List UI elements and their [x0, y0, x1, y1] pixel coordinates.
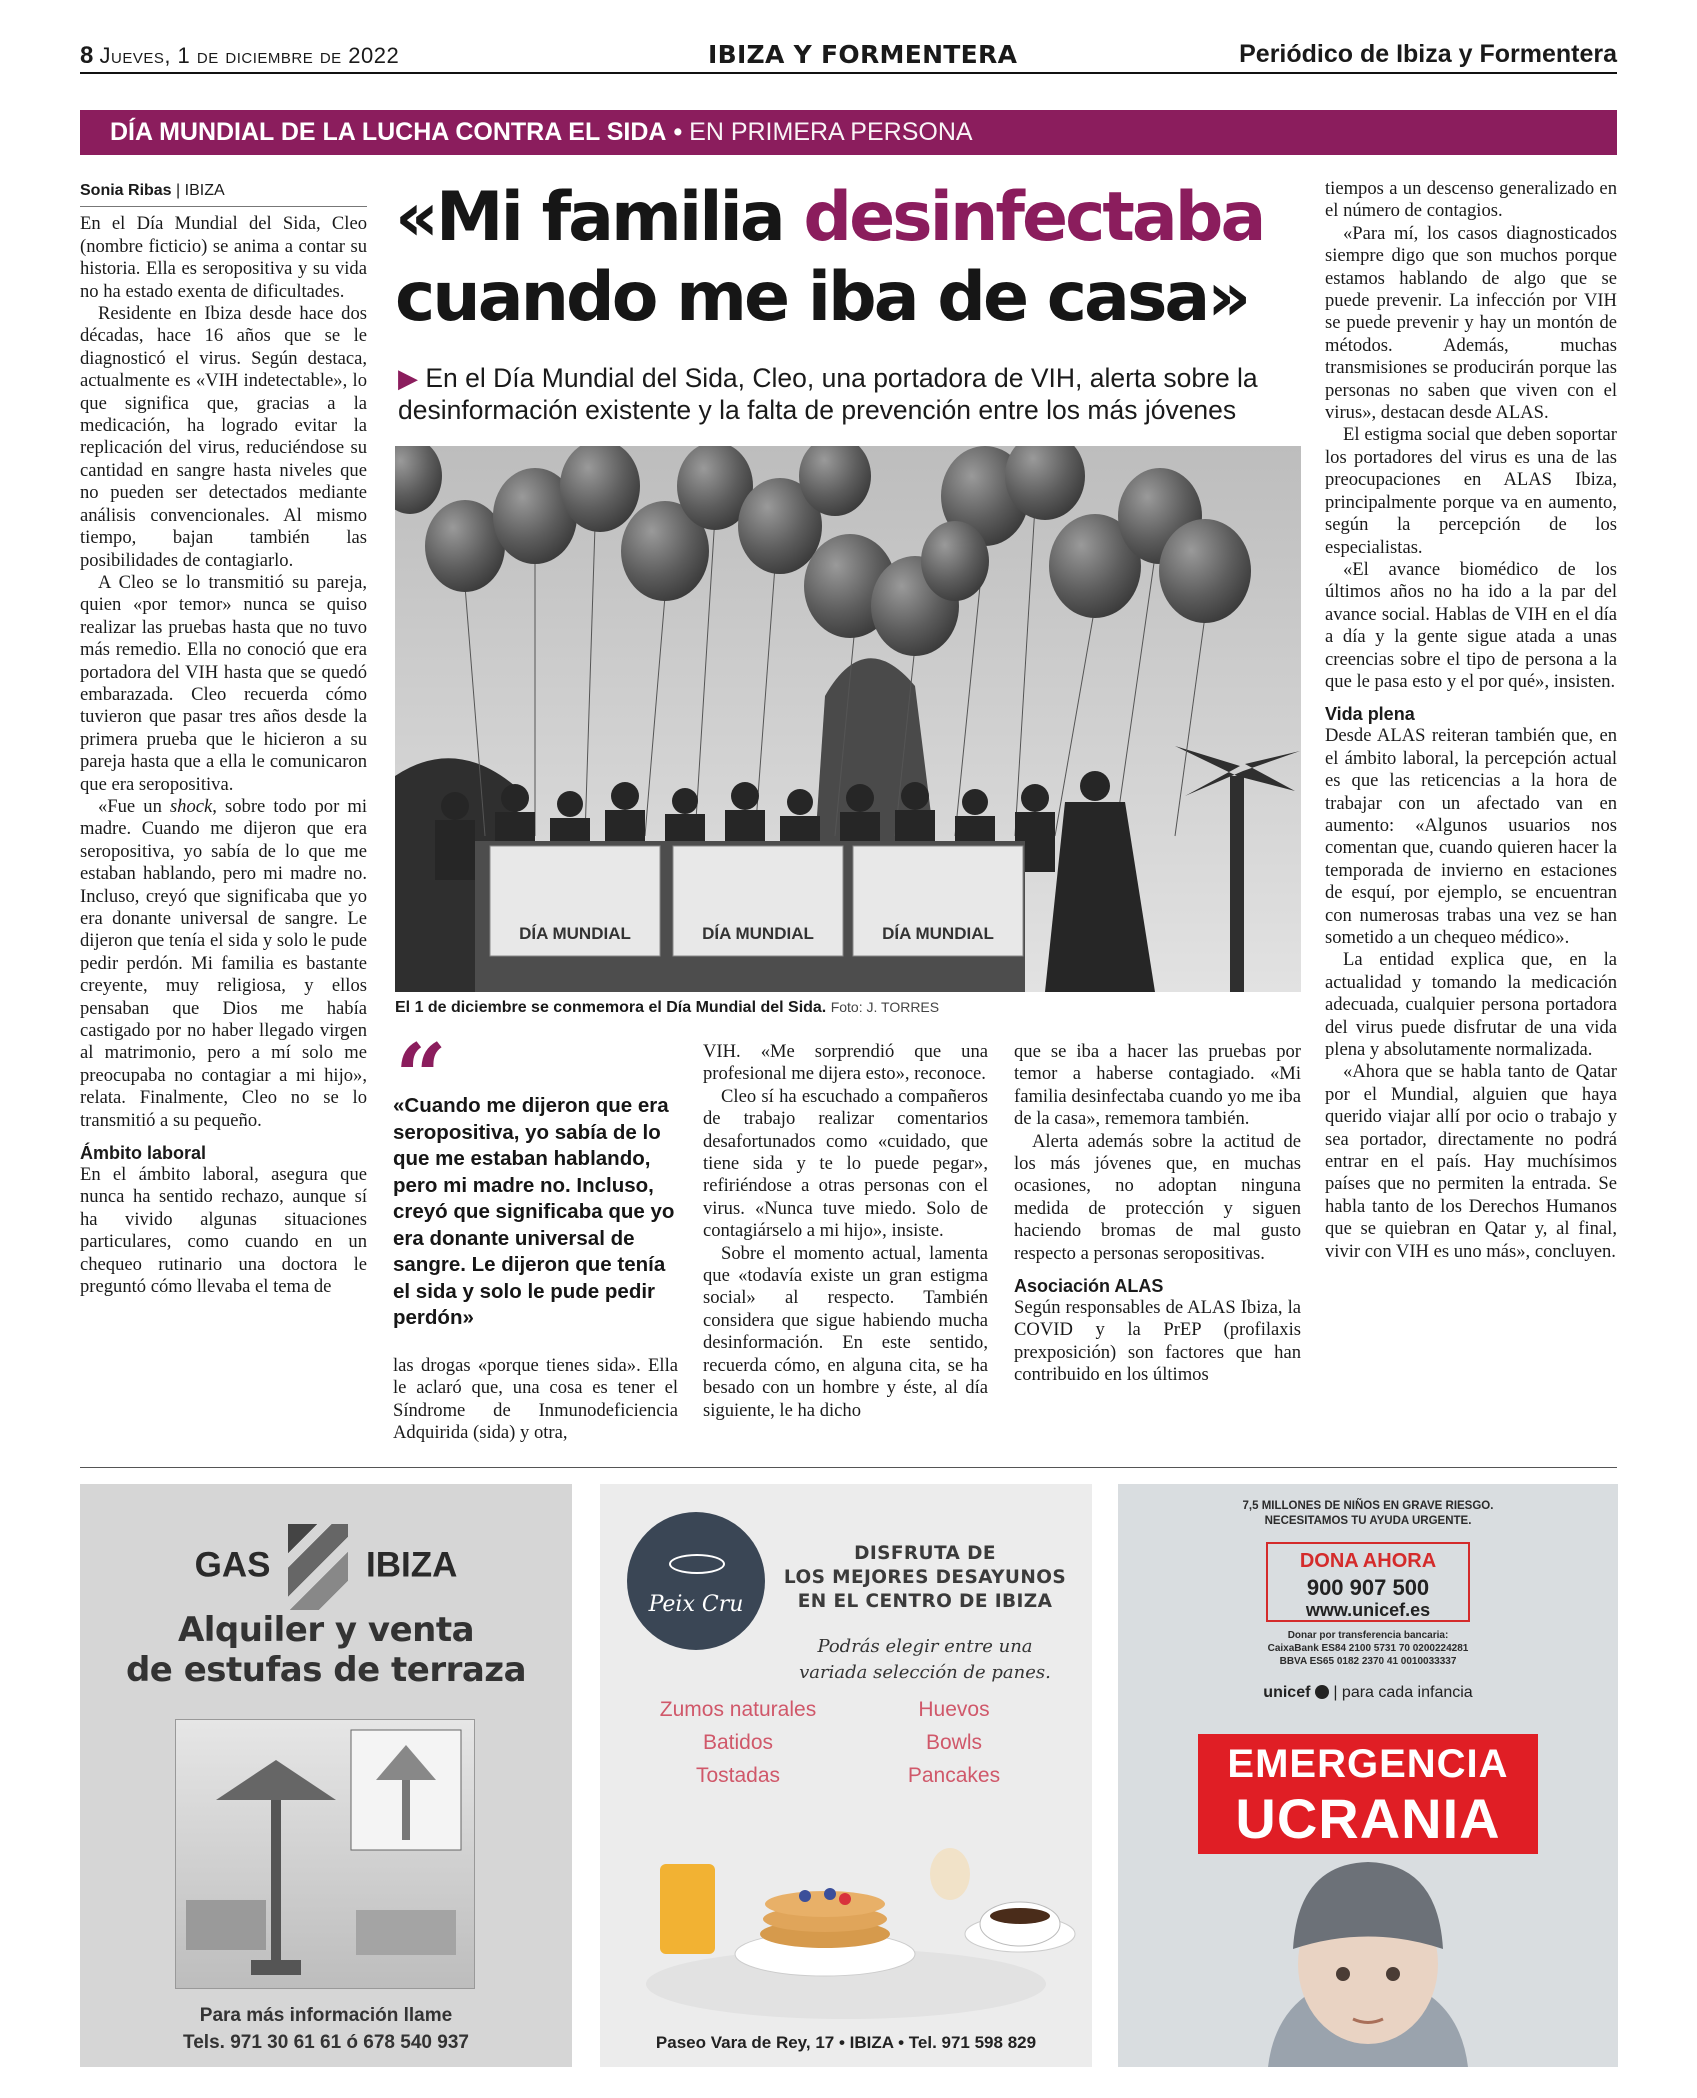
brand-name: Peix Cru	[648, 1592, 744, 1617]
topic-banner	[80, 110, 1617, 155]
deck-text: En el Día Mundial del Sida, Cleo, una portadora de VIH, alerta sobre la desinformación existente y la falta de prevención entre los más jóvenes	[398, 363, 1258, 425]
banner-main: DÍA MUNDIAL DE LA LUCHA CONTRA EL SIDA	[110, 118, 667, 146]
emergency-line-2: UCRANIA	[1235, 1787, 1501, 1850]
subhead-vida-plena: Vida plena	[1325, 704, 1415, 725]
page-date-line	[80, 42, 399, 70]
donate-web[interactable]: www.unicef.es	[1305, 1600, 1431, 1620]
donate-label: DONA AHORA	[1299, 1550, 1437, 1572]
gas-ibiza-logo	[80, 1524, 572, 1610]
unicef-logo	[1118, 1684, 1618, 1702]
emergency-banner	[1198, 1734, 1538, 1854]
donate-phone[interactable]: 900 907 500	[1306, 1575, 1430, 1600]
gas-ad-title	[80, 1610, 572, 1690]
gas-ad-info: Para más información llame	[199, 2005, 453, 2026]
deck	[398, 362, 1303, 426]
menu-item: Bowls	[925, 1731, 983, 1754]
donate-box[interactable]	[1266, 1542, 1470, 1622]
unicef-tagline: | para cada infancia	[1333, 1684, 1473, 1701]
text-run: «Fue un	[98, 795, 170, 817]
byline-rule	[80, 206, 367, 207]
article-photo	[395, 446, 1301, 992]
caption-text: El 1 de diciembre se conmemora el Día Mundial del Sida.	[395, 999, 827, 1016]
menu-item: Zumos naturales	[659, 1698, 817, 1721]
paragraph: Alerta además sobre la actitud de los más jóvenes que, en muchas ocasiones, no adoptan ninguna medida de protección y siguen haciendo bromas de mal gusto respecto a personas seropositivas.	[1014, 1130, 1301, 1264]
menu-item: Huevos	[918, 1698, 990, 1721]
paragraph: En el Día Mundial del Sida, Cleo (nombre ficticio) se anima a contar su historia. Ella es seropositiva y su vida no ha estado exenta de dificultades.	[80, 213, 367, 302]
article-column-2	[393, 1355, 678, 1445]
peix-menu-list	[630, 1694, 1062, 1794]
quote-icon: “	[395, 1024, 447, 1130]
paragraph: tiempos a un descenso generalizado en el número de contagios.	[1325, 178, 1617, 222]
section-title: IBIZA Y FORMENTERA	[708, 40, 1018, 69]
unicef-intro	[1118, 1499, 1618, 1529]
paragraph: Según responsables de ALAS Ibiza, la COVID y la PrEP (profilaxis prexposición) son factores que han contribuido en los últimos	[1014, 1297, 1301, 1386]
logo-right: IBIZA	[365, 1545, 458, 1585]
fish-icon	[669, 1554, 725, 1574]
bank-line: CaixaBank ES84 2100 5731 70 0200224281	[1267, 1643, 1469, 1654]
triangle-icon: ▶	[398, 363, 418, 393]
article-column-1	[80, 180, 367, 1299]
italic-word: shock	[169, 795, 213, 817]
headline-highlight: desinfectaba	[803, 178, 1264, 257]
paragraph	[80, 796, 367, 1132]
photo-credit: Foto: J. TORRES	[830, 999, 940, 1015]
paragraph: «El avance biomédico de los últimos años no ha ido a la par del avance social. Hablas de VIH en el día a día y la gente sigue atada a unas creencias sobre el tipo de persona a la que le pasa esto y el por qué», insisten.	[1325, 558, 1617, 692]
banner-bullet: •	[673, 118, 683, 146]
paragraph: «Ahora que se habla tanto de Qatar por el Mundial, alguien que haya querido viajar allí por ocio o trabajo y sea portador, directamente no podrá entrar en el país. Hay muchísimos países que no permiten la entrada. Se habla tanto de los Derechos Humanos que se quiebran en Qatar y, al final, vivir con VIH es uno más», concluyen.	[1325, 1061, 1617, 1262]
headline-line: LOS MEJORES DESAYUNOS	[783, 1567, 1067, 1588]
ad-unicef[interactable]	[1118, 1484, 1618, 2067]
paragraph: Sobre el momento actual, lamenta que «todavía existe un gran estigma social» al respecto. También considera que sigue habiendo mucha desinformación. En este sentido, recuerda cómo, en alguna cita, se ha besado con un hombre y éste, al día siguiente, le ha dicho	[703, 1242, 988, 1421]
paragraph: las drogas «porque tienes sida». Ella le aclaró que, una cosa es tener el Síndrome de Inmunodeficiencia Adquirida (sida) y otra,	[393, 1355, 678, 1444]
globe-icon	[1315, 1685, 1329, 1699]
headline-line: EN EL CENTRO DE IBIZA	[797, 1591, 1053, 1612]
gas-ad-phones[interactable]: Tels. 971 30 61 61 ó 678 540 937	[183, 2032, 469, 2053]
photo-banner-label: DÍA MUNDIAL	[702, 924, 814, 943]
article-column-3	[703, 1041, 988, 1422]
emergency-line-1: EMERGENCIA	[1227, 1742, 1509, 1786]
intro-line: 7,5 MILLONES DE NIÑOS EN GRAVE RIESGO.	[1242, 1500, 1494, 1512]
paragraph: VIH. «Me sorprendió que una profesional me dijera esto», reconoce.	[703, 1041, 988, 1085]
photo-caption	[395, 999, 939, 1017]
issue-date: Jueves, 1 de diciembre de 2022	[99, 43, 400, 68]
page-number: 8	[80, 42, 94, 69]
ad-peix-cru[interactable]	[600, 1484, 1092, 2067]
photo-banner-label: DÍA MUNDIAL	[882, 924, 994, 943]
header-divider	[80, 72, 1617, 74]
bank-details	[1118, 1629, 1618, 1668]
peix-address[interactable]: Paseo Vara de Rey, 17 • IBIZA • Tel. 971 598 829	[655, 2033, 1037, 2052]
logo-left: GAS	[194, 1545, 271, 1585]
title-line: de estufas de terraza	[125, 1650, 527, 1690]
subhead-asociacion-alas: Asociación ALAS	[1014, 1276, 1164, 1297]
headline	[395, 178, 1310, 338]
byline: Sonia Ribas | IBIZA	[80, 182, 225, 199]
intro-line: NECESITAMOS TU AYUDA URGENTE.	[1264, 1515, 1472, 1527]
child-photo-illustration	[1118, 1854, 1618, 2067]
headline-part-2: cuando me iba de casa»	[395, 258, 1249, 337]
ads-divider	[80, 1467, 1617, 1468]
headline-part-1: «Mi familia	[395, 178, 804, 257]
headline-line: DISFRUTA DE	[854, 1543, 996, 1564]
peix-headline	[775, 1542, 1075, 1614]
unicef-wordmark: unicef	[1263, 1684, 1311, 1701]
breakfast-illustration	[600, 1804, 1092, 2024]
ad-gas-ibiza[interactable]	[80, 1484, 572, 2067]
author: Sonia Ribas	[80, 182, 172, 199]
newspaper-name: Periódico de Ibiza y Formentera	[1239, 40, 1617, 68]
menu-item: Tostadas	[695, 1764, 781, 1787]
building-logo-icon	[288, 1524, 348, 1610]
menu-item: Pancakes	[907, 1764, 1001, 1787]
text-run: , sobre todo por mi madre. Cuando me dijeron que era seropositiva, yo sabía de lo que me estaban hablando, pero mi madre no. Incluso, creyó que significaba que yo era donante universal de sangre. Le dijeron que tenía el sida y solo le pude pedir perdón. Mi familia es bastante creyente, muy religiosa, y ellos pensaban que Dios me había castigado por no haber llegado virgen al matrimonio, pero a mí solo me preocupaba no contagiar a mi hijo», relata. Finalmente, Cleo no se lo transmitió a su pequeño.	[80, 795, 367, 1131]
photo-banner-label: DÍA MUNDIAL	[519, 924, 631, 943]
pull-quote: «Cuando me dijeron que era seropositiva, yo sabía de lo que me estaban hablando, pero mi madre no. Incluso, creyó que significaba que yo era donante universal de sangre. Le dijeron que tenía el sida y solo le pude pedir perdón»	[393, 1094, 675, 1329]
bank-line: Donar por transferencia bancaria:	[1287, 1630, 1449, 1641]
heater-photo	[175, 1719, 475, 1989]
title-line: Alquiler y venta	[177, 1610, 475, 1650]
subhead-ambito-laboral: Ámbito laboral	[80, 1143, 207, 1164]
bank-line: BBVA ES65 0182 2370 41 0010033337	[1279, 1656, 1457, 1667]
banner-sub: EN PRIMERA PERSONA	[689, 118, 973, 146]
paragraph: Residente en Ibiza desde hace dos décadas, hace 16 años que se le diagnosticó el virus. Según destaca, actualmente es «VIH indetectable», lo que significa que, gracias a la medicación, ha logrado evitar la replicación del virus, reduciéndose su cantidad en sangre hasta niveles que no pueden ser detectados mediante análisis convencionales. Al mismo tiempo, bajan también las posibilidades de contagiarlo.	[80, 303, 367, 571]
paragraph: «Para mí, los casos diagnosticados siempre digo que son muchos porque estamos hablando de algo que se puede prevenir. La infección por VIH se puede prevenir y hay un montón de métodos. Además, muchas transmisiones se producirán porque las personas no saben que viven con el virus», destacan desde ALAS.	[1325, 222, 1617, 424]
balloons-photo-illustration	[395, 446, 1301, 992]
paragraph: Cleo sí ha escuchado a compañeros de trabajo realizar comentarios desafortunados como «cuidado, que tiene sida y te lo puede pegar», refiriéndose a otras personas con el virus. «Nunca tuve miedo. Solo de contagiárselo a mi hijo», insiste.	[703, 1085, 988, 1242]
paragraph: A Cleo se lo transmitió su pareja, quien «por temor» nunca se quiso realizar las pruebas hasta que no tuvo más remedio. Ella no conoció que era portadora del VIH hasta que se quedó embarazada. Cleo recuerda cómo tuvieron que pasar tres años desde la primera prueba que le hicieron a su pareja hasta que a ella le comunicaron que era seropositiva.	[80, 571, 367, 795]
subtitle-line: variada selección de panes.	[799, 1662, 1051, 1683]
article-column-4	[1014, 1041, 1301, 1387]
paragraph: En el ámbito laboral, asegura que nunca ha sentido rechazo, aunque sí ha vivido algunas situaciones particulares, como cuando en un chequeo rutinario una doctora le preguntó cómo llevaba el tema de	[80, 1164, 367, 1298]
paragraph: que se iba a hacer las pruebas por temor a haberse contagiado. «Mi familia desinfectaba cuando yo me iba de la casa», rememora también.	[1014, 1041, 1301, 1130]
article-column-5	[1325, 178, 1617, 1263]
menu-item: Batidos	[702, 1731, 774, 1754]
paragraph: El estigma social que deben soportar los portadores del virus es una de las preocupaciones en ALAS Ibiza, principalmente porque va en aumento, según la percepción de los especialistas.	[1325, 424, 1617, 558]
subtitle-line: Podrás elegir entre una	[817, 1636, 1033, 1657]
paragraph: La entidad explica que, en la actualidad y tomando la medicación adecuada, cualquier persona portadora del virus puede disfrutar de una vida plena y absolutamente normalizada.	[1325, 949, 1617, 1061]
dateline: IBIZA	[184, 182, 225, 199]
peix-subtitle	[775, 1634, 1075, 1686]
paragraph: Desde ALAS reiteran también que, en el ámbito laboral, la percepción actual es que las reticencias a la hora de trabajar con un afectado van en aumento: «Algunos usuarios nos comentan que, cuando quieren hacer la temporada de invierno en estaciones de esquí, por ejemplo, se encuentran con numerosas trabas una vez se han sometido a un chequeo médico».	[1325, 725, 1617, 948]
heater-illustration	[176, 1720, 476, 1990]
peix-cru-logo	[627, 1512, 765, 1650]
